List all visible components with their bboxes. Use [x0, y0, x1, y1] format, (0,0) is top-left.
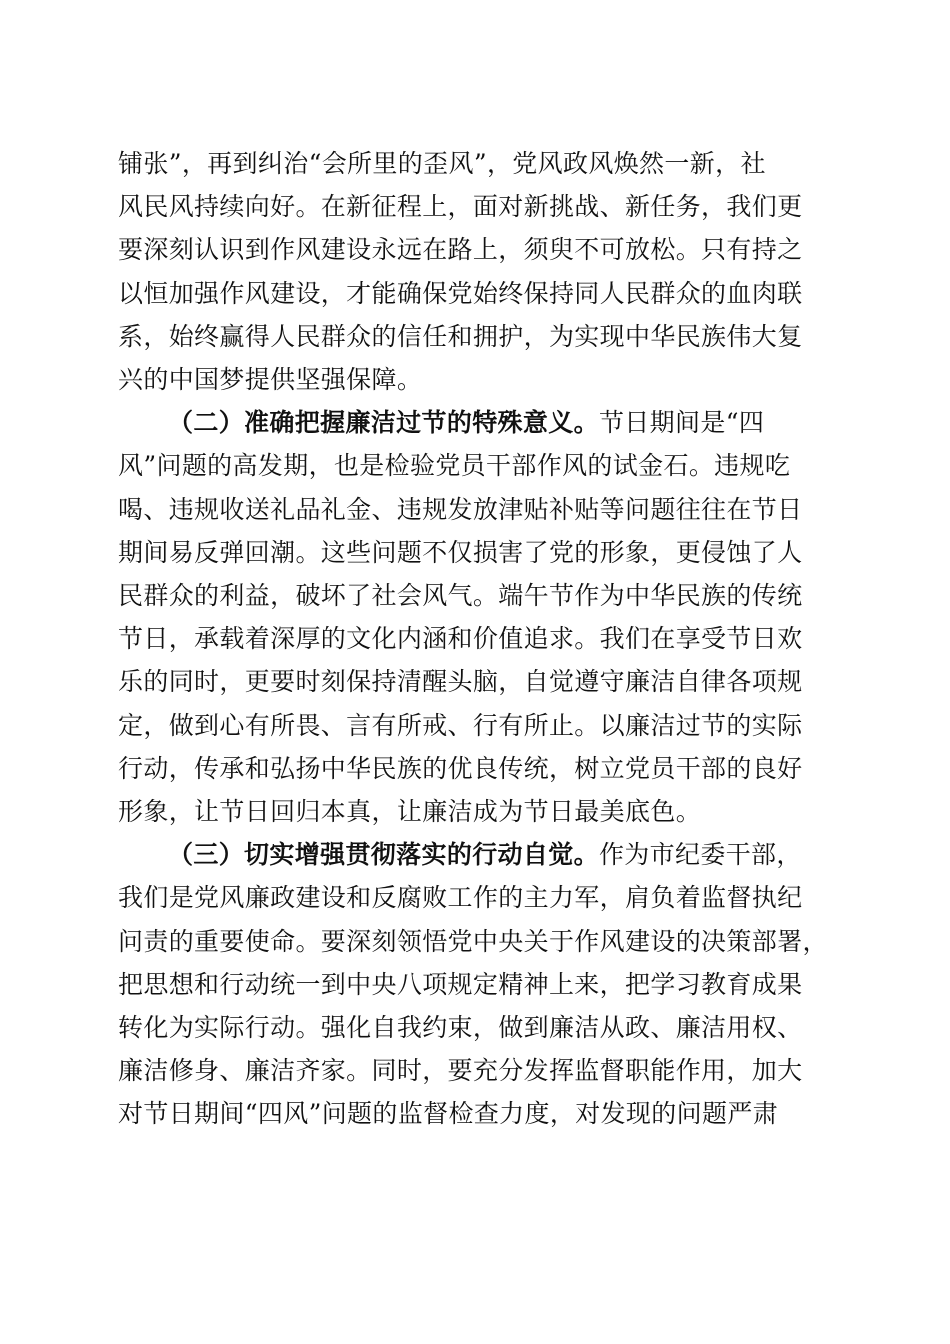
text-line: 系，始终赢得人民群众的信任和拥护，为实现中华民族伟大复: [118, 321, 803, 351]
text-line: 兴的中国梦提供坚强保障。: [118, 365, 423, 395]
text-line: 我们是党风廉政建设和反腐败工作的主力军，肩负着监督执纪: [118, 883, 803, 913]
text-run: 节日期间是“四: [598, 408, 765, 438]
text-line: 要深刻认识到作风建设永远在路上，须臾不可放松。只有持之: [118, 235, 803, 265]
text-line: 对节日期间“四风”问题的监督检查力度，对发现的问题严肃: [118, 1099, 779, 1129]
section-heading: （二）准确把握廉洁过节的特殊意义。: [168, 408, 599, 438]
text-line: 问责的重要使命。要深刻领悟党中央关于作风建设的决策部署，: [118, 926, 828, 956]
text-line: 风”问题的高发期，也是检验党员干部作风的试金石。违规吃: [118, 451, 791, 481]
text-run: 作为市纪委干部，: [598, 840, 802, 870]
paragraph-1: [118, 142, 830, 401]
text-line: 风民风持续向好。在新征程上，面对新挑战、新任务，我们更: [118, 192, 803, 222]
text-line: 乐的同时，更要时刻保持清醒头脑，自觉遵守廉洁自律各项规: [118, 667, 803, 697]
text-line: 期间易反弹回潮。这些问题不仅损害了党的形象，更侵蚀了人: [118, 537, 803, 567]
paragraph-3: [118, 833, 830, 1135]
text-line: 形象，让节日回归本真，让廉洁成为节日最美底色。: [118, 797, 702, 827]
text-line: 廉洁修身、廉洁齐家。同时，要充分发挥监督职能作用，加大: [118, 1056, 803, 1086]
text-line: 喝、违规收送礼品礼金、违规发放津贴补贴等问题往往在节日: [118, 494, 803, 524]
paragraph-2: [118, 401, 830, 833]
section-heading: （三）切实增强贯彻落实的行动自觉。: [168, 840, 599, 870]
text-line: 民群众的利益，破坏了社会风气。端午节作为中华民族的传统: [118, 581, 803, 611]
text-line: 以恒加强作风建设，才能确保党始终保持同人民群众的血肉联: [118, 278, 803, 308]
text-line: 定，做到心有所畏、言有所戒、行有所止。以廉洁过节的实际: [118, 710, 803, 740]
paragraph-first-line: [118, 401, 830, 444]
text-line: 铺张”，再到纠治“会所里的歪风”，党风政风焕然一新，社: [118, 149, 766, 178]
text-line: 把思想和行动统一到中央八项规定精神上来，把学习教育成果: [118, 969, 803, 999]
document-body: [118, 142, 830, 1136]
paragraph-first-line: [118, 833, 830, 876]
text-line: 行动，传承和弘扬中华民族的优良传统，树立党员干部的良好: [118, 753, 803, 783]
text-line: 转化为实际行动。强化自我约束，做到廉洁从政、廉洁用权、: [118, 1013, 803, 1043]
text-line: 节日，承载着深厚的文化内涵和价值追求。我们在享受节日欢: [118, 624, 803, 654]
